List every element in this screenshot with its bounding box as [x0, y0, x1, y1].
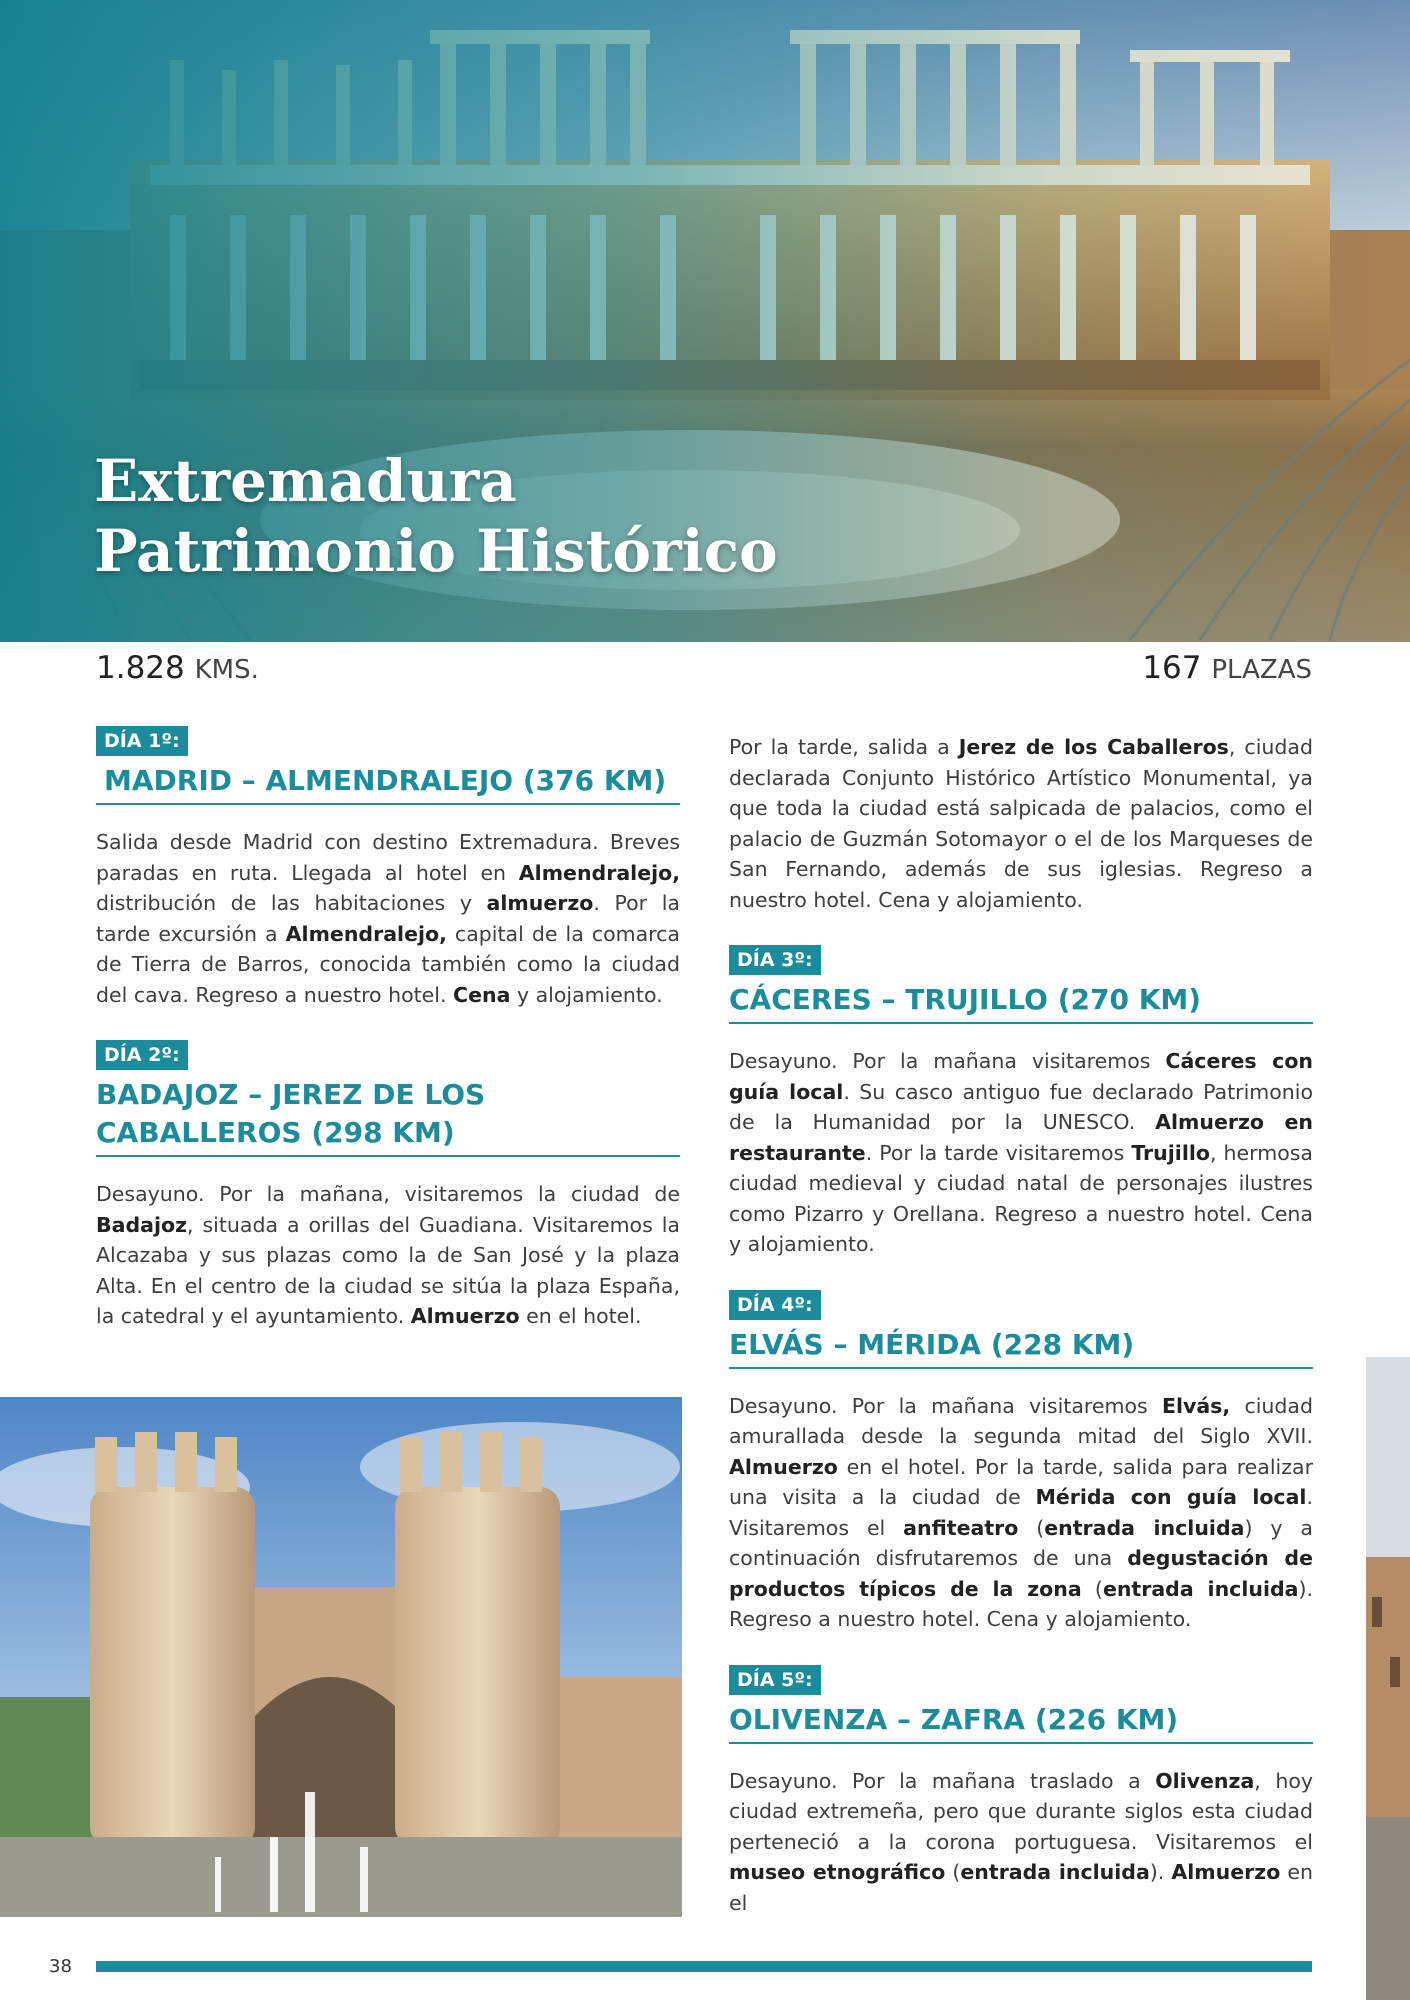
title-line-subtitle: Patrimonio Histórico — [94, 517, 778, 585]
day-1-block — [96, 726, 680, 1010]
seats-unit: PLAZAS — [1211, 655, 1312, 685]
available-seats — [1142, 650, 1312, 686]
itinerary-left-column — [96, 726, 680, 1362]
photo-badajoz-gate — [0, 1397, 682, 1917]
footer-accent-bar — [96, 1961, 1312, 1972]
day-3-block — [729, 945, 1313, 1260]
title-line-region: Extremadura — [94, 447, 517, 515]
day-2-description-continued: Por la tarde, salida a Jerez de los Caballeros, ciudad declarada Conjunto Histórico Artístico Monumental, ya que toda la ciudad está salpicada de palacios, como el palacio de Guzmán Sotomayor o el de los Marqueses de San Fernando, además de sus iglesias. Regreso a nuestro hotel. Cena y alojamiento. — [729, 735, 1313, 912]
day-4-block — [729, 1290, 1313, 1635]
distance-unit: KMS. — [194, 655, 259, 685]
day-2-title: BADAJOZ – JEREZ DE LOS CABALLEROS (298 KM) — [96, 1076, 680, 1157]
itinerary-right-column — [729, 732, 1313, 1948]
total-distance — [96, 650, 259, 686]
day-5-title: OLIVENZA – ZAFRA (226 KM) — [729, 1701, 1313, 1744]
day-4-description: Desayuno. Por la mañana visitaremos Elvás, ciudad amurallada desde la segunda mitad del Siglo XVII. Almuerzo en el hotel. Por la tarde, salida para realizar una visita a la ciudad de Mérida con guía local. Visitaremos el anfiteatro (entrada incluida) y a continuación disfrutaremos de una degustación de productos típicos de la zona (entrada incluida). Regreso a nuestro hotel. Cena y alojamiento. — [729, 1393, 1313, 1631]
edge-photo-illustration — [1366, 1357, 1410, 2000]
distance-value: 1.828 — [96, 650, 185, 686]
day-5-block — [729, 1665, 1313, 1919]
day-3-tag: DÍA 3º: — [729, 945, 821, 975]
day-2-block — [96, 1040, 680, 1332]
day-2-tag: DÍA 2º: — [96, 1040, 188, 1070]
seats-value: 167 — [1142, 650, 1202, 686]
day-2-description: Desayuno. Por la mañana, visitaremos la ciudad de Badajoz, situada a orillas del Guadiana. Visitaremos la Alcazaba y sus plazas como la de San José y la plaza Alta. En el centro de la ciudad se sitúa la plaza España, la catedral y el ayuntamiento. Almuerzo en el hotel. — [96, 1182, 680, 1328]
day-3-title: CÁCERES – TRUJILLO (270 KM) — [729, 981, 1313, 1024]
day-3-description: Desayuno. Por la mañana visitaremos Cáceres con guía local. Su casco antiguo fue declarado Patrimonio de la Humanidad por la UNESCO. Almuerzo en restaurante. Por la tarde visitaremos Trujillo, hermosa ciudad medieval y ciudad natal de personajes ilustres como Pizarro y Orellana. Regreso a nuestro hotel. Cena y alojamiento. — [729, 1049, 1314, 1256]
hero-photo-roman-theatre — [0, 0, 1410, 642]
day-1-description: Salida desde Madrid con destino Extremadura. Breves paradas en ruta. Llegada al hotel en Almendralejo, distribución de las habitaciones y almuerzo. Por la tarde excursión a Almendralejo, capital de la comarca de Tierra de Barros, conocida también como la ciudad del cava. Regreso a nuestro hotel. Cena y alojamiento. — [96, 830, 680, 1007]
day-1-tag: DÍA 1º: — [96, 726, 188, 756]
day-4-tag: DÍA 4º: — [729, 1290, 821, 1320]
day-1-title: MADRID – ALMENDRALEJO (376 KM) — [96, 762, 680, 805]
page-title — [94, 446, 778, 586]
day-5-tag: DÍA 5º: — [729, 1665, 821, 1695]
gate-illustration — [0, 1397, 682, 1917]
photo-strip-right-edge — [1366, 1357, 1410, 2000]
day-5-description: Desayuno. Por la mañana traslado a Olivenza, hoy ciudad extremeña, pero que durante siglos esta ciudad perteneció a la corona portuguesa. Visitaremos el museo etnográfico (entrada incluida). Almuerzo en el — [729, 1768, 1314, 1915]
day-2-continuation — [729, 732, 1313, 915]
page-number: 38 — [49, 1956, 72, 1977]
day-4-title: ELVÁS – MÉRIDA (228 KM) — [729, 1326, 1313, 1369]
